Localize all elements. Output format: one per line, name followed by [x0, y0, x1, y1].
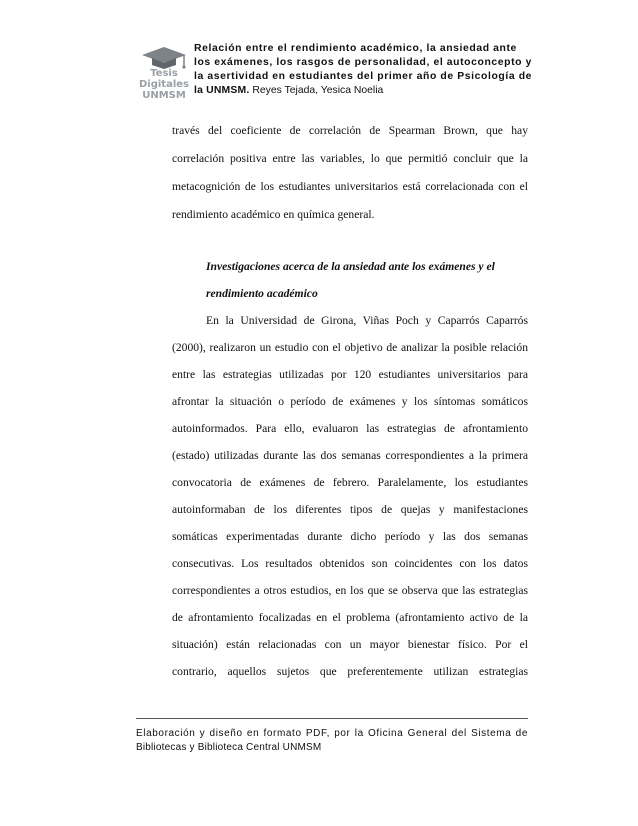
text-line: situación) están relacionadas con un mayor bienestar físico. Por el [172, 638, 528, 651]
text-line-indented: En la Universidad de Girona, Viñas Poch y Caparrós Caparrós [206, 314, 528, 327]
logo-word-2: Digitales [138, 79, 189, 90]
header-title-tail: la UNMSM. [194, 85, 250, 96]
section-heading-line-2: rendimiento académico [206, 287, 318, 300]
header-title-line: Relación entre el rendimiento académico, la ansiedad ante [194, 43, 517, 54]
header-title-line: los exámenes, los rasgos de personalidad, el autoconcepto y [194, 57, 532, 68]
text-line: afrontar la situación o período de exámenes y los síntomas somáticos [172, 395, 528, 408]
text-line: autoinformados. Para ello, evaluaron las estrategias de afrontamiento [172, 422, 528, 435]
logo-word-3: UNMSM [142, 90, 186, 101]
text-line: autoinformaban de los diferentes tipos de quejas y manifestaciones [172, 503, 528, 516]
text-line: entre las estrategias utilizadas por 120 estudiantes universitarios para [172, 368, 528, 381]
footer-line: Elaboración y diseño en formato PDF, por la Oficina General del Sistema de [136, 728, 528, 739]
text-line: rendimiento académico en química general. [172, 208, 375, 221]
header-title [194, 42, 538, 98]
text-line: somáticas experimentadas durante dicho período y las dos semanas [172, 530, 528, 543]
footer-line: Bibliotecas y Biblioteca Central UNMSM [136, 742, 322, 753]
page-footer [136, 727, 528, 755]
text-line: correlación positiva entre las variables, lo que permitió concluir que la [172, 152, 528, 165]
author-name: Reyes Tejada, Yesica Noelia [249, 85, 384, 96]
text-line: (2000), realizaron un estudio con el objetivo de analizar la posible relación [172, 341, 528, 354]
tesis-digitales-logo [136, 44, 192, 104]
footer-divider [136, 718, 528, 719]
header-title-last-line [194, 84, 538, 98]
text-line: consecutivas. Los resultados obtenidos son coincidentes con los datos [172, 557, 528, 570]
text-line: metacognición de los estudiantes universitarios está correlacionada con el [172, 180, 528, 193]
text-line: de afrontamiento focalizadas en el problema (afrontamiento activo de la [172, 611, 528, 624]
document-header [136, 38, 536, 106]
logo-word-1: Tesis [150, 68, 178, 79]
text-line: (estado) utilizadas durante las dos semanas correspondientes a la primera [172, 449, 528, 462]
section-heading-line-1: Investigaciones acerca de la ansiedad ante los exámenes y el [206, 260, 495, 273]
text-line: correspondientes a otros estudios, en los que se observa que las estrategias [172, 584, 528, 597]
text-line: convocatoria de exámenes de febrero. Paralelamente, los estudiantes [172, 476, 528, 489]
text-line: través del coeficiente de correlación de Spearman Brown, que hay [172, 124, 528, 137]
header-title-line: la asertividad en estudiantes del primer año de Psicología de [194, 71, 533, 82]
text-line: contrario, aquellos sujetos que preferentemente utilizan estrategias [172, 665, 528, 678]
